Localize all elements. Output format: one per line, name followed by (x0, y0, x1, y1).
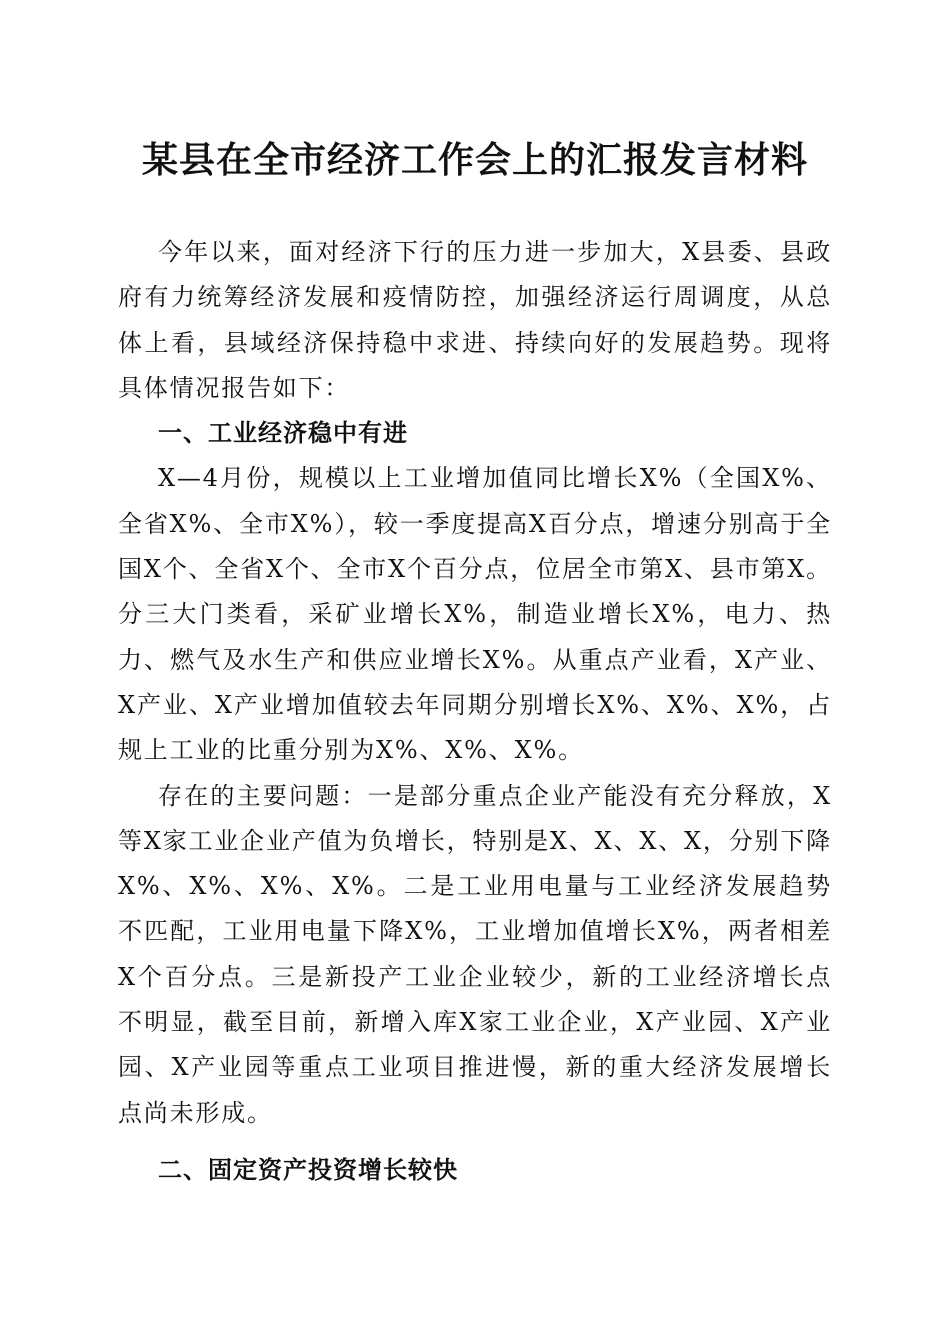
section-heading-industry: 一、工业经济稳中有进 (158, 419, 408, 448)
intro-paragraph: 今年以来，面对经济下行的压力进一步加大，X县委、县政府有力统筹经济发展和疫情防控，加强经济运行周调度，从总体上看，县域经济保持稳中求进、持续向好的发展趋势。现将具体情况报告如下： (118, 238, 832, 402)
section-heading-investment: 二、固定资产投资增长较快 (158, 1155, 458, 1184)
document-title: 某县在全市经济工作会上的汇报发言材料 (141, 139, 808, 181)
industry-paragraph: X—4月份，规模以上工业增加值同比增长X%（全国X%、全省X%、全市X%），较一季度提高X百分点，增速分别高于全国X个、全省X个、全市X个百分点，位居全市第X、县市第X。分三大门类看，采矿业增长X%，制造业增长X%，电力、热力、燃气及水生产和供应业增长X%。从重点产业看，X产业、X产业、X产业增加值较去年同期分别增长X%、X%、X%，占规上工业的比重分别为X%、X%、X%。 (118, 464, 832, 765)
document-body (118, 230, 832, 1193)
industry-problems-paragraph: 存在的主要问题：一是部分重点企业产能没有充分释放，X等X家工业企业产值为负增长，特别是X、X、X、X，分别下降X%、X%、X%、X%。二是工业用电量与工业经济发展趋势不匹配，工业用电量下降X%，工业增加值增长X%，两者相差X个百分点。三是新投产工业企业较少，新的工业经济增长点不明显，截至目前，新增入库X家工业企业，X产业园、X产业园、X产业园等重点工业项目推进慢，新的重大经济发展增长点尚未形成。 (118, 781, 832, 1127)
